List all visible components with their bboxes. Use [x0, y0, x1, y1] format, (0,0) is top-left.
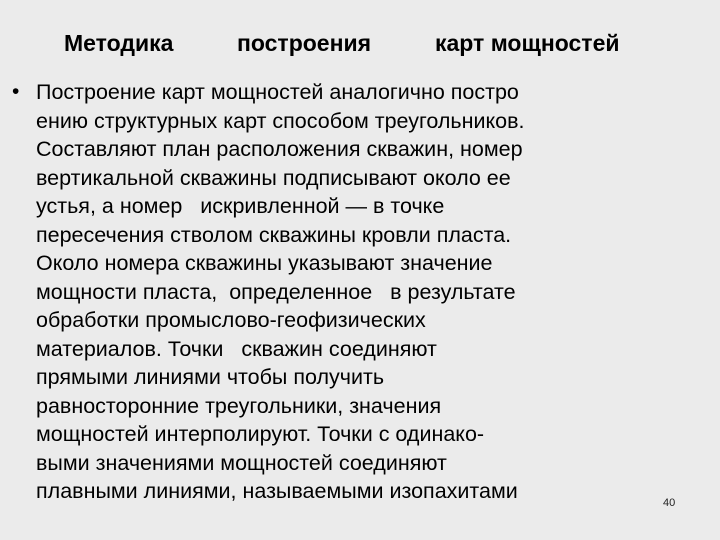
body-line: пересечения стволом скважины кровли пласта.: [36, 222, 512, 247]
body-line: мощности пласта, определенное в результате: [36, 279, 516, 304]
body-line: Около номера скважины указывают значение: [36, 251, 493, 275]
body-line: равносторонние треугольники, значения: [36, 393, 442, 418]
title-word-2: построения: [237, 30, 372, 56]
body-line: Составляют план расположения скважин, номер: [36, 137, 523, 161]
body-line: материалов. Точки скважин соединяют: [36, 336, 437, 361]
body-line: ению структурных карт способом треугольников.: [36, 108, 525, 133]
title-word-3: карт мощностей: [435, 30, 620, 56]
body-line: плавными линиями, называемыми изопахитами: [36, 479, 518, 503]
title-word-1: Методика: [64, 30, 174, 56]
page-number: 40: [663, 497, 676, 509]
body-line: обработки промыслово-геофизических: [36, 308, 426, 332]
body-line: прямыми линиями чтобы получить: [36, 365, 385, 389]
body-line: вертикальной скважины подписывают около ее: [36, 165, 511, 190]
body-line: мощностей интерполируют. Точки с одинако-: [36, 422, 485, 446]
body-line: устья, а номер искривленной — в точке: [36, 194, 445, 218]
bullet-marker: •: [12, 80, 20, 103]
slide-title: [0, 30, 720, 60]
body-line: выми значениями мощностей соединяют: [36, 450, 447, 475]
body-line: Построение карт мощностей аналогично постро: [36, 80, 519, 104]
